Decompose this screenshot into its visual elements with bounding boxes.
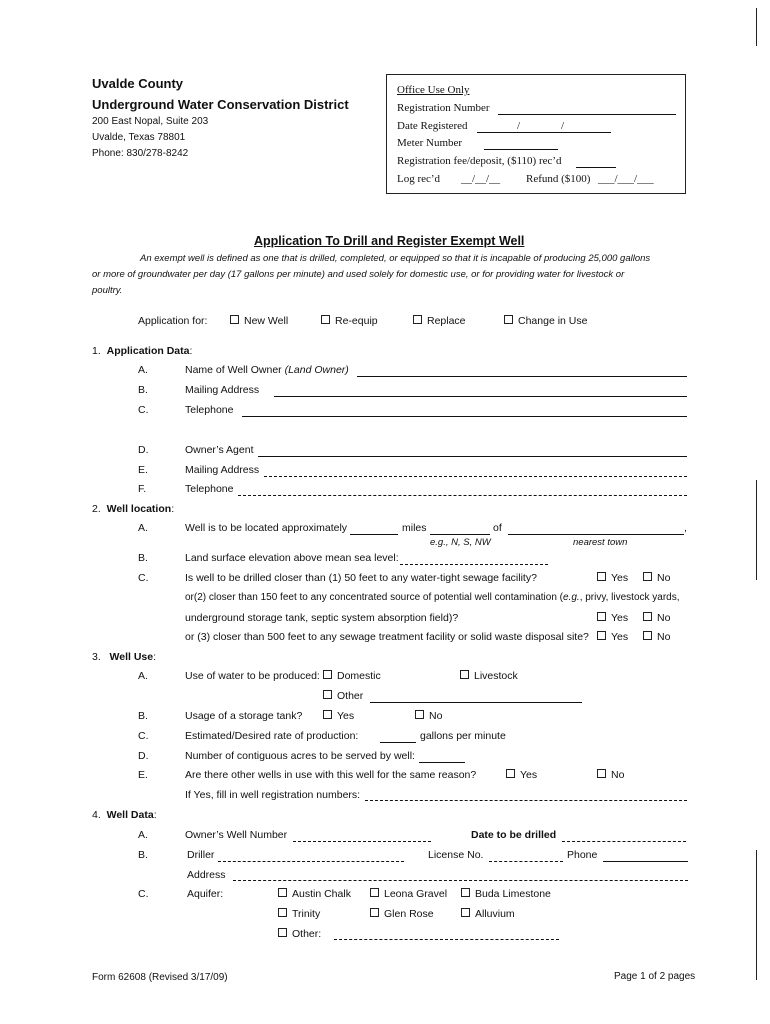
s2-a-hint-direction: e.g., N, S, NW xyxy=(430,537,491,548)
s3-a-label: Use of water to be produced: xyxy=(185,670,320,682)
aquifer-other-field[interactable] xyxy=(334,939,559,940)
s4-c-label: Aquifer: xyxy=(187,888,224,900)
office-refund-label: Refund ($100) xyxy=(526,173,591,185)
storage-tank-no-checkbox[interactable]: No xyxy=(415,710,442,722)
use-domestic-checkbox[interactable]: Domestic xyxy=(323,670,381,682)
office-title: Office Use Only xyxy=(397,84,470,96)
other-wells-no-checkbox[interactable]: No xyxy=(597,769,624,781)
s2-c-line3: underground storage tank, septic system absorption field)? xyxy=(185,612,459,624)
s2-c-line4: or (3) closer than 500 feet to any sewage treatment facility or solid waste disposal site? xyxy=(185,631,589,643)
driller-phone-field[interactable] xyxy=(603,861,688,862)
office-reg-number-field[interactable] xyxy=(498,114,676,115)
office-date-sep: / xyxy=(517,120,521,132)
owner-name-field[interactable] xyxy=(357,376,687,377)
s2-b-label: Land surface elevation above mean sea level: xyxy=(185,552,399,564)
storage-tank-yes-checkbox[interactable]: Yes xyxy=(323,710,354,722)
other-wells-numbers-field[interactable] xyxy=(365,800,687,801)
s2-a-of: of xyxy=(493,522,502,534)
acres-field[interactable] xyxy=(419,762,465,763)
s1-e-label: Mailing Address xyxy=(185,464,260,476)
treatment-500ft-no-checkbox[interactable]: No xyxy=(643,631,670,643)
s3-d-label: Number of contiguous acres to be served by well: xyxy=(185,750,415,762)
office-date-sep: / xyxy=(561,120,565,132)
s2-c-line2: or(2) closer than 150 feet to any concentrated source of potential well contamination (e.g., privy, livestock yards, xyxy=(185,592,680,603)
date-to-be-drilled-field[interactable] xyxy=(562,841,686,842)
use-other-field[interactable] xyxy=(370,702,582,703)
s1-a-letter: A. xyxy=(138,364,148,376)
s1-e-letter: E. xyxy=(138,464,148,476)
owner-address-field[interactable] xyxy=(274,396,687,397)
s4-b-license-label: License No. xyxy=(428,849,484,861)
s4-a-label: Owner’s Well Number xyxy=(185,829,288,841)
s2-a-comma: , xyxy=(684,522,687,534)
s2-a-label: Well is to be located approximately xyxy=(185,522,348,534)
form-title: Application To Drill and Register Exempt Well xyxy=(254,234,525,248)
sewage-50ft-no-checkbox[interactable]: No xyxy=(643,572,670,584)
office-reg-number-label: Registration Number xyxy=(397,102,490,114)
s3-e-letter: E. xyxy=(138,769,148,781)
agent-telephone-field[interactable] xyxy=(238,495,687,496)
s2-a-miles: miles xyxy=(402,522,427,534)
nearest-town-field[interactable] xyxy=(508,534,684,535)
aquifer-leona-gravel-checkbox[interactable]: Leona Gravel xyxy=(370,888,447,900)
intro-line1: An exempt well is defined as one that is drilled, completed, or equipped so that it is incapable of producing 25,000 gallons xyxy=(140,253,651,264)
margin-mark xyxy=(756,480,757,580)
office-date-registered-label: Date Registered xyxy=(397,120,468,132)
org-name: Uvalde County xyxy=(92,76,184,91)
direction-field[interactable] xyxy=(430,534,490,535)
s2-c-line1: Is well to be drilled closer than (1) 50 feet to any water-tight sewage facility? xyxy=(185,572,537,584)
s3-b-letter: B. xyxy=(138,710,148,722)
office-meter-label: Meter Number xyxy=(397,137,463,149)
sewage-50ft-yes-checkbox[interactable]: Yes xyxy=(597,572,628,584)
s1-a-label: Name of Well Owner (Land Owner) xyxy=(185,364,349,376)
s3-d-letter: D. xyxy=(138,750,149,762)
aquifer-other-checkbox[interactable]: Other: xyxy=(278,928,321,940)
office-log-label: Log rec’d xyxy=(397,173,441,185)
s4-b-letter: B. xyxy=(138,849,148,861)
driller-field[interactable] xyxy=(218,861,404,862)
other-wells-yes-checkbox[interactable]: Yes xyxy=(506,769,537,781)
s2-a-letter: A. xyxy=(138,522,148,534)
driller-address-field[interactable] xyxy=(233,880,688,881)
elevation-field[interactable] xyxy=(400,564,548,565)
agent-name-field[interactable] xyxy=(258,456,687,457)
use-other-checkbox[interactable]: Other xyxy=(323,690,363,702)
org-address1: 200 East Nopal, Suite 203 xyxy=(92,116,209,127)
office-fee-label: Registration fee/deposit, ($110) rec’d xyxy=(397,155,562,167)
treatment-500ft-yes-checkbox[interactable]: Yes xyxy=(597,631,628,643)
s1-d-label: Owner’s Agent xyxy=(185,444,254,456)
s1-f-letter: F. xyxy=(138,483,147,495)
change-in-use-checkbox[interactable]: Change in Use xyxy=(504,315,587,327)
margin-mark xyxy=(756,850,757,980)
s1-c-label: Telephone xyxy=(185,404,234,416)
s4-heading: 4. Well Data: xyxy=(92,809,157,821)
s3-c-unit: gallons per minute xyxy=(420,730,506,742)
owner-telephone-field[interactable] xyxy=(242,416,687,417)
margin-mark xyxy=(756,8,757,46)
s4-a-date-label: Date to be drilled xyxy=(471,829,557,841)
org-address2: Uvalde, Texas 78801 xyxy=(92,132,186,143)
form-number: Form 62608 (Revised 3/17/09) xyxy=(92,972,228,983)
owners-well-number-field[interactable] xyxy=(293,841,431,842)
aquifer-austin-chalk-checkbox[interactable]: Austin Chalk xyxy=(278,888,351,900)
contamination-150ft-yes-checkbox[interactable]: Yes xyxy=(597,612,628,624)
s3-c-letter: C. xyxy=(138,730,149,742)
s1-heading: 1. Application Data: xyxy=(92,345,193,357)
production-rate-field[interactable] xyxy=(380,742,416,743)
s4-c-letter: C. xyxy=(138,888,149,900)
page-number: Page 1 of 2 pages xyxy=(614,971,696,982)
license-number-field[interactable] xyxy=(489,861,563,862)
s4-a-letter: A. xyxy=(138,829,148,841)
s1-f-label: Telephone xyxy=(185,483,234,495)
aquifer-trinity-checkbox[interactable]: Trinity xyxy=(278,908,320,920)
s1-c-letter: C. xyxy=(138,404,149,416)
use-livestock-checkbox[interactable]: Livestock xyxy=(460,670,518,682)
distance-miles-field[interactable] xyxy=(350,534,398,535)
replace-checkbox[interactable]: Replace xyxy=(413,315,466,327)
intro-line2: or more of groundwater per day (17 gallons per minute) and used solely for domestic use, or for providing water for livestock or xyxy=(92,269,625,280)
s1-d-letter: D. xyxy=(138,444,149,456)
s1-b-letter: B. xyxy=(138,384,148,396)
s2-a-hint-town: nearest town xyxy=(573,537,628,548)
office-log-field[interactable]: __/__/__ xyxy=(461,173,501,185)
org-phone: Phone: 830/278-8242 xyxy=(92,148,189,159)
aquifer-buda-limestone-checkbox[interactable]: Buda Limestone xyxy=(461,888,551,900)
s4-b-phone-label: Phone xyxy=(567,849,598,861)
office-refund-field[interactable]: ___/___/___ xyxy=(598,173,654,185)
application-label: Application for: xyxy=(138,315,208,327)
s2-c-letter: C. xyxy=(138,572,149,584)
s3-heading: 3. Well Use: xyxy=(92,651,157,663)
office-fee-field[interactable] xyxy=(576,167,616,168)
office-meter-field[interactable] xyxy=(484,149,558,150)
new-well-checkbox[interactable]: New Well xyxy=(230,315,288,327)
s3-e-label: Are there other wells in use with this well for the same reason? xyxy=(185,769,477,781)
s4-address-label: Address xyxy=(187,869,226,881)
org-district: Underground Water Conservation District xyxy=(92,97,349,112)
s3-e-note: If Yes, fill in well registration numbers: xyxy=(185,789,361,801)
agent-address-field[interactable] xyxy=(264,476,687,477)
s3-a-letter: A. xyxy=(138,670,148,682)
s2-heading: 2. Well location: xyxy=(92,503,175,515)
aquifer-glen-rose-checkbox[interactable]: Glen Rose xyxy=(370,908,434,920)
s3-b-label: Usage of a storage tank? xyxy=(185,710,303,722)
s4-b-label: Driller xyxy=(187,849,215,861)
s3-c-label: Estimated/Desired rate of production: xyxy=(185,730,359,742)
s1-b-label: Mailing Address xyxy=(185,384,260,396)
contamination-150ft-no-checkbox[interactable]: No xyxy=(643,612,670,624)
re-equip-checkbox[interactable]: Re-equip xyxy=(321,315,378,327)
intro-line3: poultry. xyxy=(92,285,123,296)
s2-b-letter: B. xyxy=(138,552,148,564)
aquifer-alluvium-checkbox[interactable]: Alluvium xyxy=(461,908,515,920)
office-date-field[interactable] xyxy=(477,132,611,133)
